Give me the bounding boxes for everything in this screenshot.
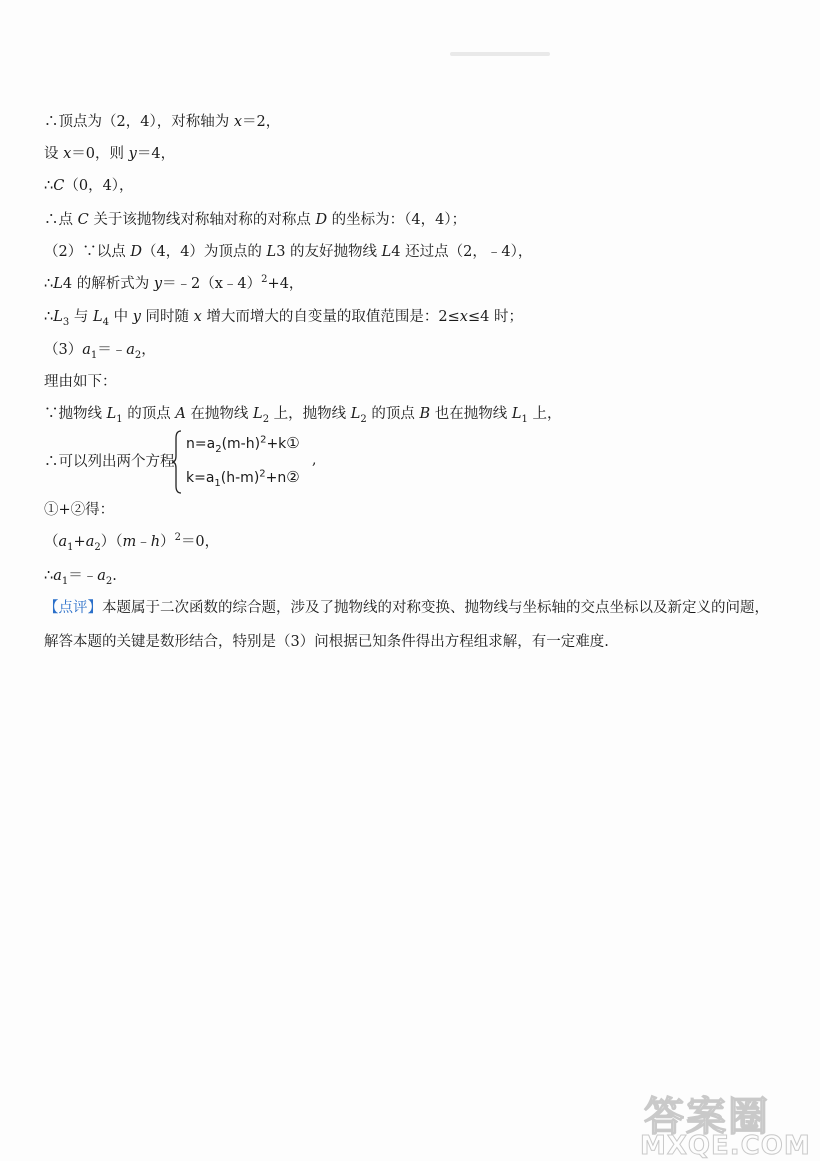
text-segment: L — [106, 406, 117, 422]
text-segment: 2 — [261, 274, 268, 286]
note-label: 【点评】 — [44, 600, 102, 616]
text-segment: L — [381, 244, 392, 260]
equation-system — [172, 430, 322, 494]
text-segment: ∴点 — [44, 212, 78, 228]
equation-2: $k=a_1(h-m)^2+n②$ — [186, 468, 300, 489]
text-segment: （3） — [44, 342, 83, 358]
text-line — [44, 500, 114, 520]
text-segment: C — [53, 178, 65, 194]
equation-1: $n=a_2(m-h)^2+k①$ — [186, 434, 300, 455]
text-segment: L — [53, 309, 63, 325]
text-segment: 增大而增大的自变量的取值范围是：2≤ — [201, 309, 460, 325]
text-segment: + — [73, 534, 86, 550]
text-segment: ∴可以列出两个方程 — [44, 454, 175, 470]
text-segment: a — [97, 568, 106, 584]
text-segment: y — [128, 146, 137, 162]
text-line — [44, 274, 303, 294]
text-segment: a — [53, 568, 62, 584]
text-segment: L — [92, 309, 103, 325]
text-segment: ＝0，则 — [71, 146, 129, 162]
text-segment: +4， — [267, 276, 304, 292]
text-segment: a — [82, 342, 91, 358]
text-segment: 在抛物线 — [185, 406, 254, 422]
text-segment: L — [266, 244, 277, 260]
text-line — [44, 404, 562, 424]
text-segment: ①+②得： — [44, 502, 115, 518]
text-segment: ﹣ — [136, 534, 151, 550]
watermark-logo: 答案圈 MXQE.COM — [640, 1094, 811, 1161]
text-segment: （2）∵以点 — [44, 244, 131, 260]
text-segment: （ — [44, 534, 59, 550]
text-segment: L — [253, 406, 263, 422]
text-segment: x — [193, 309, 202, 325]
text-segment: 1 — [90, 349, 98, 361]
text-segment: L — [53, 276, 63, 292]
text-segment: 与 — [69, 309, 93, 325]
text-segment: ＝﹣ — [68, 568, 98, 584]
scan-artifact — [450, 52, 550, 56]
note-line-2: 解答本题的关键是数形结合，特别是（3）问根据已知条件得出方程组求解，有一定难度. — [44, 634, 609, 650]
text-segment: ∴ — [44, 178, 54, 194]
text-segment: 设 — [44, 146, 64, 162]
text-segment: ）（ — [100, 534, 123, 550]
text-segment: y — [132, 309, 141, 325]
text-segment: 也在抛物线 — [430, 406, 512, 422]
text-segment: 2 — [174, 532, 181, 544]
text-segment: A — [175, 406, 186, 422]
text-segment: L — [511, 406, 522, 422]
text-segment: h — [150, 534, 161, 550]
text-line — [44, 340, 156, 360]
text-segment: D — [315, 212, 328, 228]
text-segment: 1 — [67, 541, 74, 553]
text-segment: 理由如下： — [44, 374, 117, 390]
text-line — [44, 566, 117, 586]
text-segment: m — [122, 534, 137, 550]
text-segment: ＝﹣ — [97, 342, 127, 358]
text-segment: ∵抛物线 — [44, 406, 107, 422]
text-segment: （4，4）为顶点的 — [141, 244, 267, 260]
note-line-1: 【点评】本题属于二次函数的综合题，涉及了抛物线的对称变换、抛物线与坐标轴的交点坐标以及新定义的问题， — [44, 600, 769, 616]
text-segment: 2 — [360, 413, 367, 425]
equation-trailing-comma: , — [312, 452, 317, 468]
text-segment: 3 的友好抛物线 — [276, 244, 382, 260]
text-segment: 3 — [62, 316, 70, 328]
text-line — [44, 112, 280, 132]
text-segment: 1 — [61, 575, 69, 587]
text-segment: 的坐标为：（4，4）； — [327, 212, 467, 228]
text-segment: 2 — [105, 575, 113, 587]
text-segment: 同时随 — [140, 309, 194, 325]
text-line — [44, 307, 523, 327]
text-segment: 关于该抛物线对称轴对称的对称点 — [88, 212, 316, 228]
text-segment: ∴ — [44, 309, 54, 325]
text-segment: x — [459, 309, 468, 325]
text-segment: ＝4， — [136, 146, 176, 162]
text-line — [44, 176, 134, 196]
text-segment: x — [63, 146, 72, 162]
text-segment: y — [153, 276, 163, 292]
text-segment: 的顶点 — [122, 406, 176, 422]
text-segment: B — [419, 406, 431, 422]
text-segment: ≤4 时； — [467, 309, 523, 325]
text-segment: 4 — [102, 316, 109, 328]
text-segment: ∴顶点为（2，4），对称轴为 — [44, 114, 234, 130]
text-segment: ∴ — [44, 276, 54, 292]
text-segment: 上， — [527, 406, 562, 422]
text-segment: a — [58, 534, 68, 550]
text-segment: ＝0， — [180, 534, 220, 550]
text-segment: 2 — [134, 349, 142, 361]
text-segment: ＝﹣2（x﹣4） — [162, 276, 262, 292]
text-segment: ＝2， — [242, 114, 281, 130]
text-segment: x — [233, 114, 242, 130]
text-segment: 中 — [108, 309, 133, 325]
text-line — [44, 210, 466, 230]
text-line — [44, 242, 532, 262]
text-segment: ∴ — [44, 568, 54, 584]
text-segment: D — [130, 244, 142, 260]
text-line — [44, 372, 117, 392]
text-segment: 2 — [94, 541, 101, 553]
text-segment: （0，4）， — [64, 178, 134, 194]
text-segment: . — [112, 568, 117, 584]
text-segment: 4 还过点（2，﹣4）， — [391, 244, 533, 260]
text-segment: 上，抛物线 — [269, 406, 351, 422]
text-segment: 4 的解析式为 — [62, 276, 154, 292]
text-segment: 2 — [262, 413, 270, 425]
text-line — [44, 532, 219, 552]
left-brace — [172, 430, 182, 494]
text-segment: 的顶点 — [366, 406, 420, 422]
text-segment: C — [77, 212, 89, 228]
text-segment: a — [85, 534, 95, 550]
text-segment: a — [126, 342, 135, 358]
text-segment: 1 — [521, 413, 528, 425]
text-segment: L — [350, 406, 361, 422]
text-segment: ， — [141, 342, 156, 358]
text-line — [44, 452, 175, 472]
text-segment: 1 — [116, 413, 123, 425]
text-segment: ） — [160, 534, 175, 550]
text-line — [44, 144, 175, 164]
